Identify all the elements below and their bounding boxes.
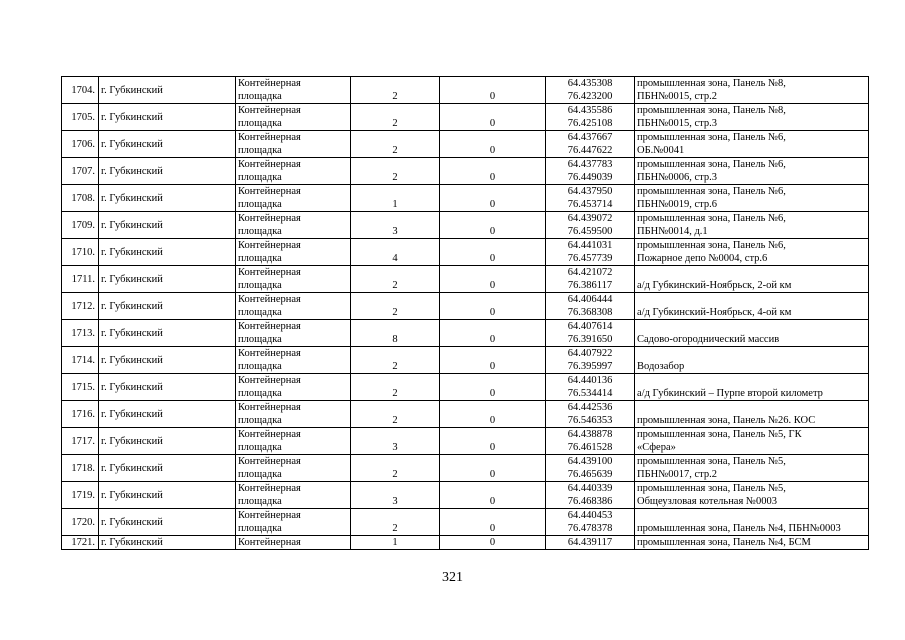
latitude: 64.437950 [567,186,613,197]
container-count-cell: 2 [351,158,440,185]
container-count-cell: 1 [351,536,440,550]
table-body [62,77,869,550]
site-type-line: Контейнерная [238,537,301,548]
address-line: промышленная зона, Панель №26. КОС [637,415,816,426]
container-count-cell: 3 [351,212,440,239]
site-type-line: Контейнерная [238,105,301,116]
site-type-cell [236,212,351,239]
container-count-cell: 3 [351,482,440,509]
volume-cell: 0 [440,239,546,266]
address-line: промышленная зона, Панель №8, [637,78,786,89]
latitude: 64.440339 [567,483,613,494]
address-line: ПБН№0014, д.1 [637,226,708,237]
coordinates-cell [546,509,635,536]
longitude: 76.425108 [567,118,613,129]
row-number-cell: 1714. [62,347,99,374]
row-number-cell: 1708. [62,185,99,212]
address-line: ПБН№0006, стр.3 [637,172,717,183]
longitude: 76.368308 [567,307,613,318]
site-type-cell [236,158,351,185]
longitude: 76.423200 [567,91,613,102]
site-type-line: площадка [238,523,282,534]
site-type-line: Контейнерная [238,510,301,521]
city-cell: г. Губкинский [99,104,236,131]
address-line [637,509,866,522]
site-type-cell [236,104,351,131]
coordinates-cell [546,158,635,185]
site-type-line: Контейнерная [238,402,301,413]
row-number-cell: 1706. [62,131,99,158]
address-line: промышленная зона, Панель №5, [637,456,786,467]
site-type-line: площадка [238,91,282,102]
address-line [637,320,866,333]
table-row [62,185,869,212]
address-cell [635,320,869,347]
latitude: 64.421072 [567,267,613,278]
row-number-cell: 1713. [62,320,99,347]
address-cell [635,293,869,320]
container-count-cell: 1 [351,185,440,212]
address-cell [635,401,869,428]
address-cell [635,158,869,185]
container-count-cell: 2 [351,77,440,104]
address-cell [635,239,869,266]
document-page [61,76,868,550]
site-type-line: площадка [238,496,282,507]
address-line [637,401,866,414]
latitude: 64.440136 [567,375,613,386]
volume-cell: 0 [440,428,546,455]
table-row [62,509,869,536]
container-count-cell: 2 [351,509,440,536]
address-line: а/д Губкинский – Пурпе второй километр [637,388,823,399]
site-type-cell [236,77,351,104]
table-row [62,320,869,347]
address-line: промышленная зона, Панель №8, [637,105,786,116]
address-line: а/д Губкинский-Ноябрьск, 2-ой км [637,280,792,291]
site-type-line: площадка [238,280,282,291]
city-cell: г. Губкинский [99,482,236,509]
container-count-cell: 8 [351,320,440,347]
coordinates-cell [546,77,635,104]
table-row [62,293,869,320]
latitude: 64.439100 [567,456,613,467]
site-type-cell [236,266,351,293]
coordinates-cell [546,266,635,293]
site-type-line: площадка [238,307,282,318]
container-sites-table [61,76,869,550]
latitude: 64.439117 [567,537,613,548]
site-type-line: площадка [238,388,282,399]
latitude: 64.442536 [567,402,613,413]
address-line: промышленная зона, Панель №5, [637,483,786,494]
address-cell [635,428,869,455]
address-line [637,293,866,306]
latitude: 64.440453 [567,510,613,521]
volume-cell: 0 [440,185,546,212]
site-type-cell [236,239,351,266]
site-type-line: Контейнерная [238,375,301,386]
site-type-cell [236,509,351,536]
container-count-cell: 2 [351,455,440,482]
address-line: ПБН№0015, стр.2 [637,91,717,102]
address-line: промышленная зона, Панель №6, [637,186,786,197]
site-type-line: Контейнерная [238,294,301,305]
volume-cell: 0 [440,482,546,509]
row-number-cell: 1705. [62,104,99,131]
coordinates-cell [546,374,635,401]
longitude: 76.449039 [567,172,613,183]
address-line: ОБ.№0041 [637,145,685,156]
site-type-line: площадка [238,199,282,210]
table-row [62,374,869,401]
coordinates-cell [546,428,635,455]
site-type-line: площадка [238,145,282,156]
latitude: 64.406444 [567,294,613,305]
coordinates-cell [546,239,635,266]
address-line: Водозабор [637,361,685,372]
site-type-cell [236,428,351,455]
address-cell [635,536,869,550]
row-number-cell: 1704. [62,77,99,104]
city-cell: г. Губкинский [99,320,236,347]
city-cell: г. Губкинский [99,212,236,239]
coordinates-cell [546,104,635,131]
address-cell [635,77,869,104]
coordinates-cell [546,455,635,482]
address-cell [635,131,869,158]
site-type-line: Контейнерная [238,240,301,251]
address-line: промышленная зона, Панель №4, БСМ [637,537,811,548]
latitude: 64.441031 [567,240,613,251]
coordinates-cell [546,185,635,212]
city-cell: г. Губкинский [99,374,236,401]
table-row [62,158,869,185]
longitude: 76.546353 [567,415,613,426]
site-type-line: площадка [238,334,282,345]
table-row [62,347,869,374]
row-number-cell: 1709. [62,212,99,239]
container-count-cell: 3 [351,428,440,455]
site-type-line: Контейнерная [238,159,301,170]
container-count-cell: 2 [351,131,440,158]
site-type-cell [236,185,351,212]
coordinates-cell [546,320,635,347]
city-cell: г. Губкинский [99,455,236,482]
longitude: 76.461528 [567,442,613,453]
table-row [62,131,869,158]
city-cell: г. Губкинский [99,158,236,185]
container-count-cell: 2 [351,266,440,293]
volume-cell: 0 [440,77,546,104]
table-row [62,239,869,266]
volume-cell: 0 [440,374,546,401]
address-line: Садово-огороднический массив [637,334,780,345]
city-cell: г. Губкинский [99,77,236,104]
site-type-line: площадка [238,226,282,237]
address-line [637,266,866,279]
site-type-cell [236,347,351,374]
longitude: 76.391650 [567,334,613,345]
address-cell [635,482,869,509]
city-cell: г. Губкинский [99,266,236,293]
longitude: 76.534414 [567,388,613,399]
site-type-line: площадка [238,415,282,426]
volume-cell: 0 [440,212,546,239]
address-cell [635,212,869,239]
table-row [62,266,869,293]
address-cell [635,185,869,212]
row-number-cell: 1707. [62,158,99,185]
site-type-line: Контейнерная [238,429,301,440]
site-type-cell [236,401,351,428]
site-type-line: площадка [238,172,282,183]
latitude: 64.437783 [567,159,613,170]
address-cell [635,347,869,374]
address-line: промышленная зона, Панель №4, ПБН№0003 [637,523,841,534]
latitude: 64.438878 [567,429,613,440]
address-cell [635,509,869,536]
table-row [62,536,869,550]
site-type-cell [236,482,351,509]
address-line: промышленная зона, Панель №6, [637,159,786,170]
longitude: 76.459500 [567,226,613,237]
address-line: промышленная зона, Панель №6, [637,132,786,143]
site-type-cell [236,536,351,550]
site-type-line: Контейнерная [238,348,301,359]
city-cell: г. Губкинский [99,347,236,374]
table-row [62,482,869,509]
container-count-cell: 2 [351,401,440,428]
table-row [62,77,869,104]
site-type-cell [236,320,351,347]
longitude: 76.453714 [567,199,613,210]
address-line: промышленная зона, Панель №5, ГК [637,429,802,440]
row-number-cell: 1710. [62,239,99,266]
site-type-line: площадка [238,469,282,480]
volume-cell: 0 [440,293,546,320]
volume-cell: 0 [440,158,546,185]
city-cell: г. Губкинский [99,401,236,428]
longitude: 76.395997 [567,361,613,372]
row-number-cell: 1716. [62,401,99,428]
address-line: ПБН№0017, стр.2 [637,469,717,480]
coordinates-cell [546,131,635,158]
site-type-line: Контейнерная [238,132,301,143]
site-type-line: площадка [238,253,282,264]
container-count-cell: 2 [351,374,440,401]
table-row [62,104,869,131]
row-number-cell: 1720. [62,509,99,536]
table-row [62,428,869,455]
table-row [62,212,869,239]
site-type-line: Контейнерная [238,483,301,494]
latitude: 64.407922 [567,348,613,359]
container-count-cell: 2 [351,347,440,374]
coordinates-cell [546,212,635,239]
container-count-cell: 4 [351,239,440,266]
site-type-line: площадка [238,118,282,129]
address-cell [635,104,869,131]
row-number-cell: 1718. [62,455,99,482]
address-line: «Сфера» [637,442,676,453]
latitude: 64.435586 [567,105,613,116]
address-line [637,374,866,387]
coordinates-cell [546,482,635,509]
volume-cell: 0 [440,104,546,131]
address-line: Общеузловая котельная №0003 [637,496,777,507]
coordinates-cell [546,293,635,320]
longitude: 76.457739 [567,253,613,264]
site-type-cell [236,131,351,158]
latitude: 64.439072 [567,213,613,224]
longitude: 76.465639 [567,469,613,480]
row-number-cell: 1721. [62,536,99,550]
row-number-cell: 1711. [62,266,99,293]
volume-cell: 0 [440,320,546,347]
row-number-cell: 1719. [62,482,99,509]
city-cell: г. Губкинский [99,239,236,266]
latitude: 64.435308 [567,78,613,89]
longitude: 76.447622 [567,145,613,156]
coordinates-cell [546,347,635,374]
site-type-line: Контейнерная [238,78,301,89]
address-line: а/д Губкинский-Ноябрьск, 4-ой км [637,307,792,318]
site-type-cell [236,374,351,401]
site-type-line: Контейнерная [238,213,301,224]
container-count-cell: 2 [351,104,440,131]
address-line: Пожарное депо №0004, стр.6 [637,253,768,264]
volume-cell: 0 [440,266,546,293]
city-cell: г. Губкинский [99,293,236,320]
longitude: 76.478378 [567,523,613,534]
longitude: 76.468386 [567,496,613,507]
address-line: ПБН№0019, стр.6 [637,199,717,210]
address-cell [635,374,869,401]
site-type-line: площадка [238,442,282,453]
city-cell: г. Губкинский [99,509,236,536]
row-number-cell: 1715. [62,374,99,401]
address-cell [635,455,869,482]
row-number-cell: 1717. [62,428,99,455]
latitude: 64.407614 [567,321,613,332]
table-row [62,401,869,428]
address-line: ПБН№0015, стр.3 [637,118,717,129]
container-count-cell: 2 [351,293,440,320]
city-cell: г. Губкинский [99,185,236,212]
city-cell: г. Губкинский [99,536,236,550]
latitude: 64.437667 [567,132,613,143]
volume-cell: 0 [440,455,546,482]
site-type-cell [236,293,351,320]
address-line [637,347,866,360]
volume-cell: 0 [440,347,546,374]
volume-cell: 0 [440,536,546,550]
address-cell [635,266,869,293]
site-type-cell [236,455,351,482]
city-cell: г. Губкинский [99,428,236,455]
volume-cell: 0 [440,131,546,158]
volume-cell: 0 [440,401,546,428]
row-number-cell: 1712. [62,293,99,320]
page-number: 321 [442,570,463,585]
address-line: промышленная зона, Панель №6, [637,240,786,251]
longitude: 76.386117 [567,280,613,291]
coordinates-cell [546,401,635,428]
site-type-line: Контейнерная [238,456,301,467]
site-type-line: Контейнерная [238,267,301,278]
site-type-line: Контейнерная [238,321,301,332]
volume-cell: 0 [440,509,546,536]
site-type-line: Контейнерная [238,186,301,197]
address-line: промышленная зона, Панель №6, [637,213,786,224]
table-row [62,455,869,482]
site-type-line: площадка [238,361,282,372]
city-cell: г. Губкинский [99,131,236,158]
coordinates-cell [546,536,635,550]
